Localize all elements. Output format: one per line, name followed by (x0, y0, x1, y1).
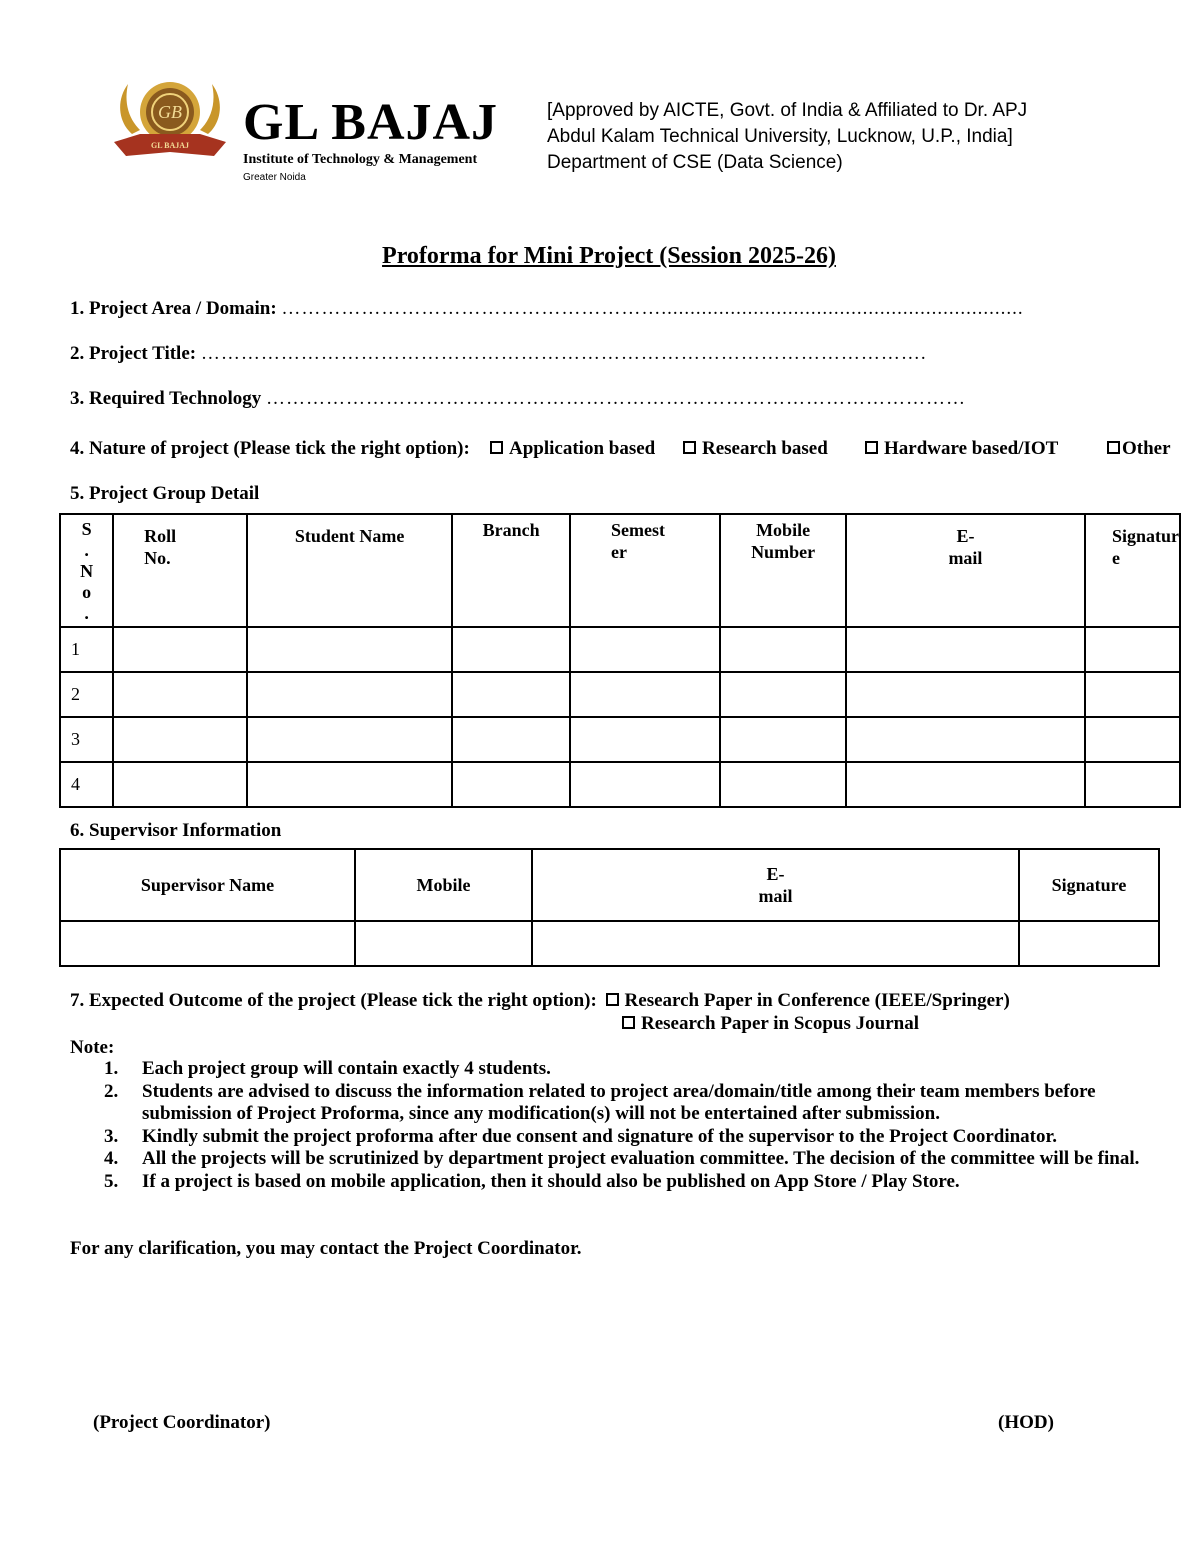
cell-email[interactable] (532, 921, 1019, 966)
note-item: 2. Students are advised to discuss the information related to project area/domain/title among their team members before submission of Project Proforma, since any modification(s) will not be entertained after submission. (104, 1080, 1096, 1124)
field-dots: …………………………………………………............................................................... (281, 298, 1024, 319)
supervisor-heading: 6. Supervisor Information (70, 820, 282, 841)
field-dots: ………………………………………………………………………………………………. (200, 343, 927, 364)
checkbox-icon[interactable] (622, 1016, 635, 1029)
col-signature: Signature (1019, 849, 1159, 921)
cell-email[interactable] (846, 627, 1085, 672)
cell-student-name[interactable] (247, 627, 452, 672)
group-heading: 5. Project Group Detail (70, 483, 260, 504)
cell-student-name[interactable] (247, 762, 452, 807)
checkbox-icon[interactable] (606, 993, 619, 1006)
cell-signature[interactable] (1085, 627, 1180, 672)
notes-list (100, 1058, 1140, 1193)
option-conference-paper[interactable]: Research Paper in Conference (IEEE/Springer) (602, 990, 1010, 1011)
col-branch: Branch (452, 514, 570, 627)
table-header-row (60, 514, 1180, 627)
cell-roll-no[interactable] (113, 627, 247, 672)
cell-student-name[interactable] (247, 672, 452, 717)
option-scopus-journal[interactable]: Research Paper in Scopus Journal (622, 1013, 919, 1035)
cell-signature[interactable] (1085, 762, 1180, 807)
cell-mobile[interactable] (720, 717, 846, 762)
col-supervisor-name: Supervisor Name (60, 849, 355, 921)
table-header-row (60, 849, 1159, 921)
institution-location: Greater Noida (243, 172, 306, 183)
col-sno: S . N o . (60, 514, 113, 627)
approval-line-1: [Approved by AICTE, Govt. of India & Affiliated to Dr. APJ (547, 100, 1028, 121)
note-title: Note: (70, 1037, 115, 1058)
cell-roll-no[interactable] (113, 762, 247, 807)
cell-branch[interactable] (452, 762, 570, 807)
cell-email[interactable] (846, 672, 1085, 717)
table-row (60, 672, 1180, 717)
option-research-based[interactable]: Research based (683, 438, 828, 460)
institution-subtitle: Institute of Technology & Management (243, 152, 478, 167)
cell-branch[interactable] (452, 672, 570, 717)
college-logo (110, 72, 230, 162)
note-item: 1. Each project group will contain exactly 4 students. (104, 1058, 551, 1079)
cell-roll-no[interactable] (113, 717, 247, 762)
cell-semester[interactable] (570, 717, 720, 762)
cell-branch[interactable] (452, 717, 570, 762)
col-roll-no: Roll No. (113, 514, 247, 627)
cell-mobile[interactable] (720, 672, 846, 717)
note-item: 3. Kindly submit the project proforma after due consent and signature of the supervisor to the Project Coordinator. (104, 1125, 1057, 1147)
checkbox-icon[interactable] (865, 441, 878, 454)
institution-name: GL BAJAJ (243, 94, 499, 151)
row-number: 3 (60, 717, 113, 762)
field-project-area[interactable] (70, 298, 1024, 320)
cell-roll-no[interactable] (113, 672, 247, 717)
col-student-name: Student Name (247, 514, 452, 627)
option-application-based[interactable]: Application based (490, 438, 655, 460)
outcome-label: 7. Expected Outcome of the project (Please tick the right option): (70, 990, 597, 1011)
col-email: E- mail (846, 514, 1085, 627)
checkbox-icon[interactable] (490, 441, 503, 454)
field-dots: …………………………………………………………………………………………… (266, 388, 967, 409)
cell-signature[interactable] (1085, 717, 1180, 762)
cell-branch[interactable] (452, 627, 570, 672)
cell-semester[interactable] (570, 762, 720, 807)
field-label: 3. Required Technology (70, 388, 262, 409)
cell-semester[interactable] (570, 672, 720, 717)
table-row (60, 921, 1159, 966)
row-number: 2 (60, 672, 113, 717)
row-number: 4 (60, 762, 113, 807)
col-mobile-number: Mobile Number (720, 514, 846, 627)
signature-hod: (HOD) (998, 1412, 1054, 1433)
checkbox-icon[interactable] (683, 441, 696, 454)
approval-line-2: Abdul Kalam Technical University, Lucknow, U.P., India] (547, 126, 1013, 147)
cell-student-name[interactable] (247, 717, 452, 762)
col-email: E- mail (532, 849, 1019, 921)
field-label: 2. Project Title: (70, 343, 197, 364)
approval-block (547, 98, 1027, 176)
note-item: 5. If a project is based on mobile application, then it should also be published on App Store / Play Store. (104, 1170, 960, 1192)
table-row (60, 717, 1180, 762)
svg-text:GB: GB (158, 102, 182, 122)
cell-semester[interactable] (570, 627, 720, 672)
cell-signature[interactable] (1085, 672, 1180, 717)
signature-project-coordinator: (Project Coordinator) (93, 1412, 271, 1433)
col-semester: Semest er (570, 514, 720, 627)
field-label: 1. Project Area / Domain: (70, 298, 277, 319)
department-name: Department of CSE (Data Science) (547, 152, 843, 173)
group-detail-table (59, 513, 1181, 808)
checkbox-icon[interactable] (1107, 441, 1120, 454)
contact-note: For any clarification, you may contact the Project Coordinator. (70, 1238, 582, 1259)
page-title: Proforma for Mini Project (Session 2025-26) (382, 243, 836, 269)
supervisor-table (59, 848, 1160, 967)
cell-mobile[interactable] (720, 627, 846, 672)
nature-label: 4. Nature of project (Please tick the right option): (70, 438, 470, 459)
col-mobile: Mobile (355, 849, 532, 921)
cell-email[interactable] (846, 717, 1085, 762)
option-other[interactable]: Other (1107, 438, 1171, 460)
option-hardware-iot[interactable]: Hardware based/IOT (865, 438, 1058, 460)
cell-email[interactable] (846, 762, 1085, 807)
table-row (60, 627, 1180, 672)
row-number: 1 (60, 627, 113, 672)
cell-supervisor-name[interactable] (60, 921, 355, 966)
table-row (60, 762, 1180, 807)
note-item: 4. All the projects will be scrutinized by department project evaluation committee. The decision of the committee will be final. (104, 1148, 1140, 1169)
outcome-row (70, 990, 1010, 1012)
svg-text:GL BAJAJ: GL BAJAJ (150, 141, 190, 150)
cell-mobile[interactable] (355, 921, 532, 966)
field-required-technology[interactable] (70, 388, 966, 410)
col-signature: Signatur e (1085, 514, 1180, 627)
cell-mobile[interactable] (720, 762, 846, 807)
cell-signature[interactable] (1019, 921, 1159, 966)
field-project-title[interactable] (70, 343, 927, 365)
